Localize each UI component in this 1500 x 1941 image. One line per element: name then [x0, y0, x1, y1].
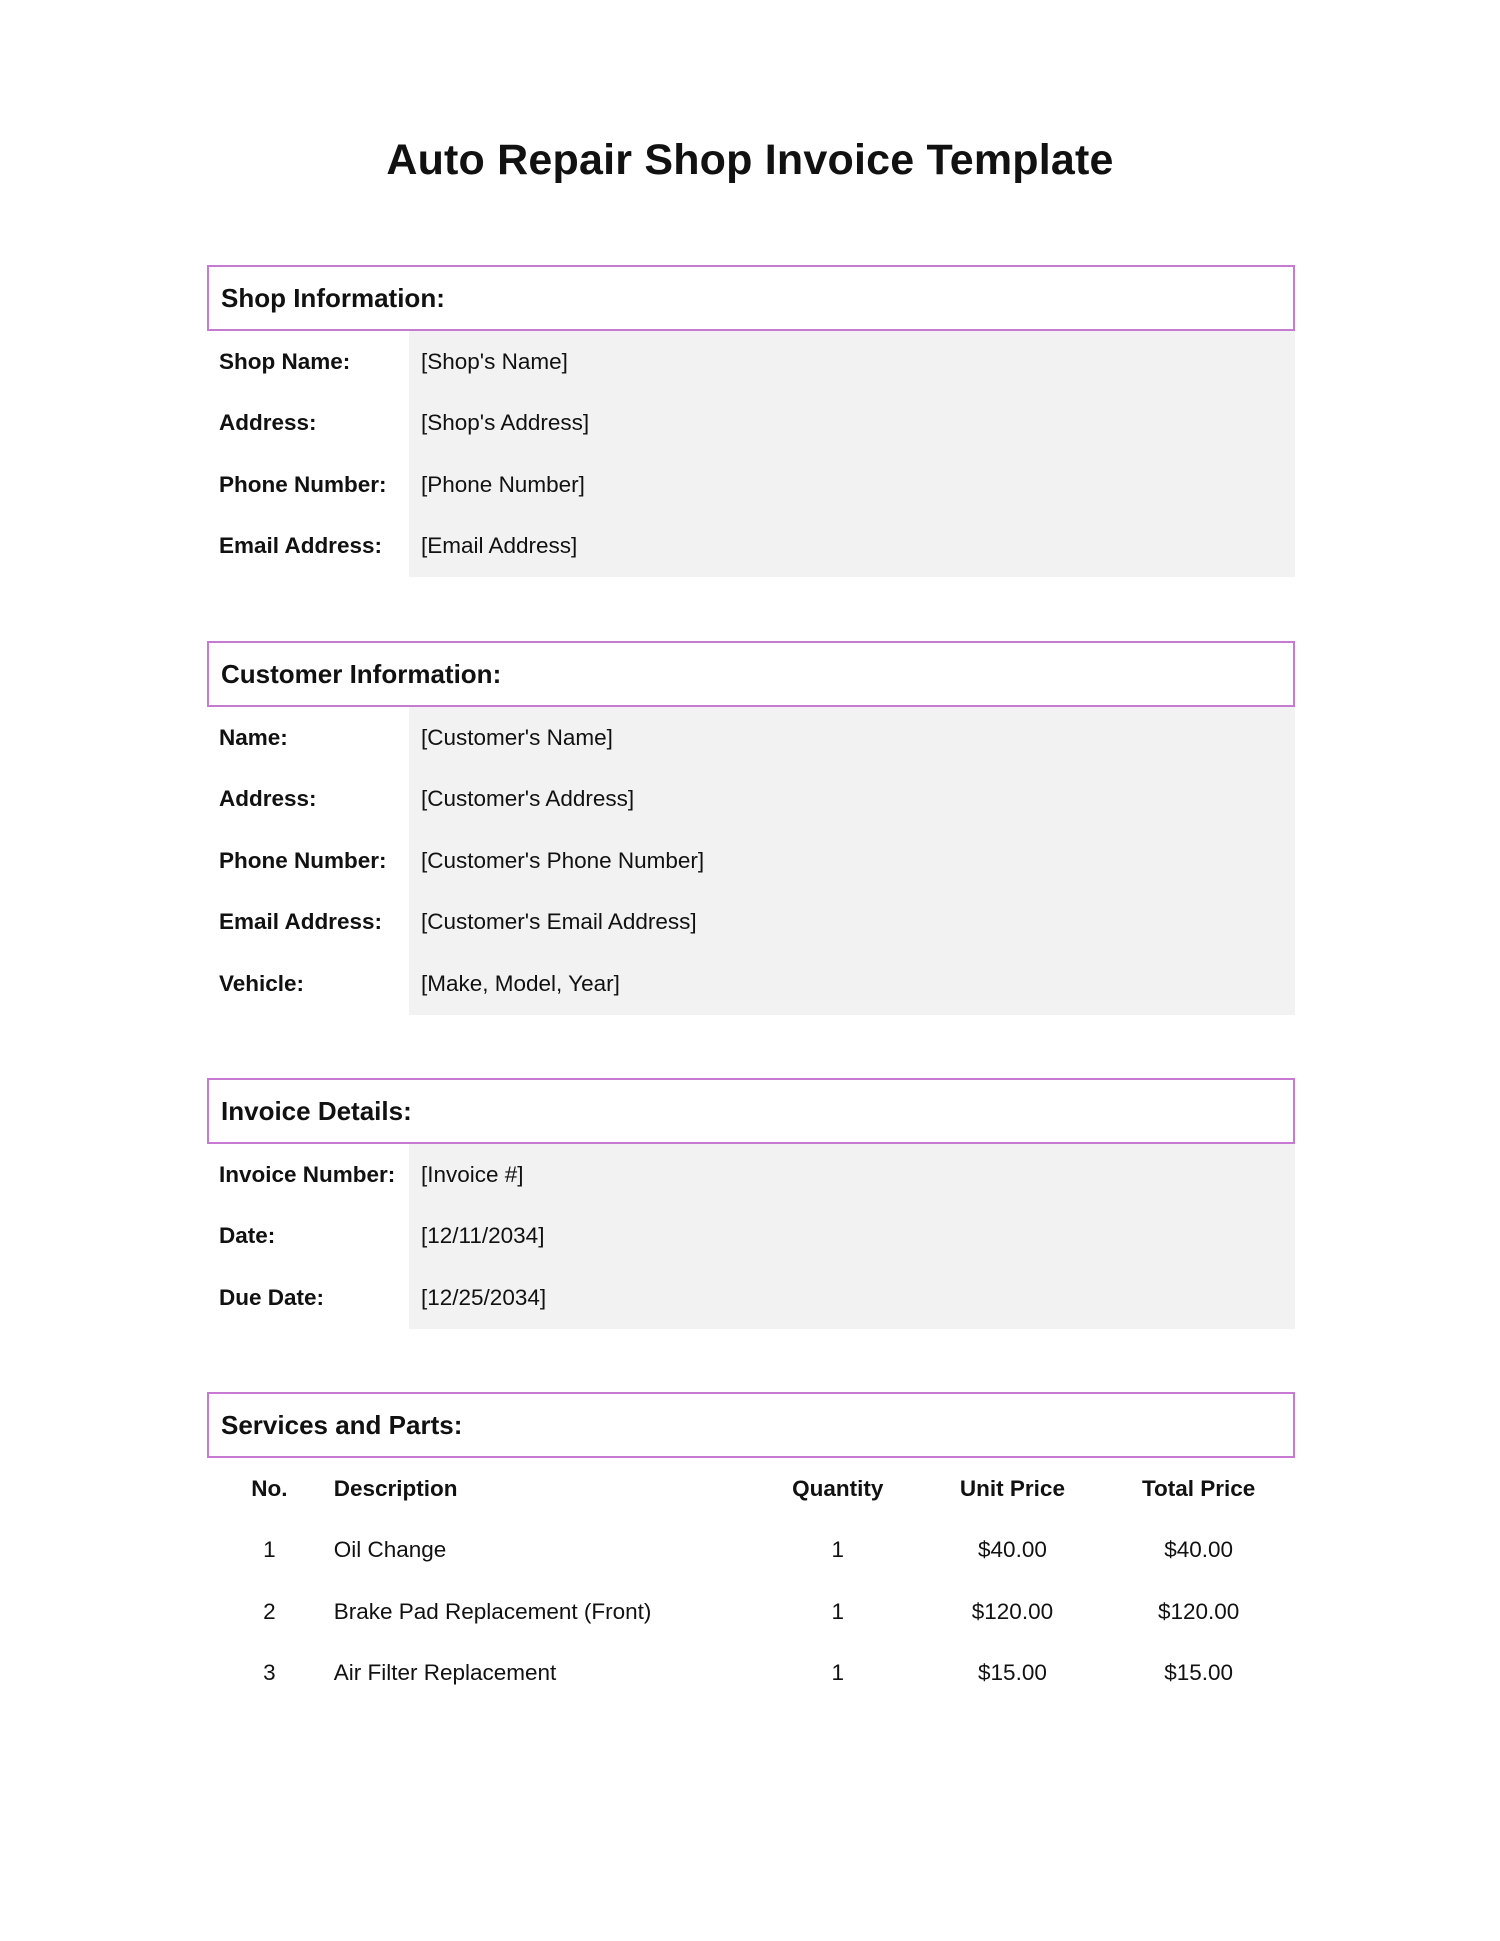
item-unit-price[interactable]: $40.00 — [978, 1537, 1047, 1563]
shop-address-value[interactable]: [Shop's Address] — [409, 393, 1295, 455]
field-label: Email Address: — [207, 892, 409, 954]
shop-email-value[interactable]: [Email Address] — [409, 516, 1295, 578]
item-no: 3 — [263, 1660, 276, 1686]
field-label: Date: — [207, 1206, 409, 1268]
customer-information-table — [207, 707, 1295, 1015]
item-total-price: $15.00 — [1164, 1660, 1234, 1686]
table-row — [207, 1267, 1295, 1329]
item-description[interactable]: Air Filter Replacement — [333, 1660, 557, 1686]
field-label: Phone Number: — [207, 830, 409, 892]
table-row — [207, 331, 1295, 393]
table-row — [207, 892, 1295, 954]
field-label: Address: — [207, 393, 409, 455]
table-row — [207, 1144, 1295, 1206]
item-unit-price[interactable]: $15.00 — [978, 1660, 1047, 1686]
field-label: Vehicle: — [207, 953, 409, 1015]
table-row — [207, 516, 1295, 578]
shop-information-section — [207, 265, 1295, 577]
invoice-details-table — [207, 1144, 1295, 1329]
table-header-row — [207, 1458, 1295, 1520]
field-label: Invoice Number: — [207, 1144, 409, 1206]
item-quantity[interactable]: 1 — [831, 1598, 844, 1624]
table-row — [207, 393, 1295, 455]
customer-email-value[interactable]: [Customer's Email Address] — [409, 892, 1295, 954]
table-row — [207, 1206, 1295, 1268]
customer-phone-value[interactable]: [Customer's Phone Number] — [409, 830, 1295, 892]
item-quantity[interactable]: 1 — [831, 1660, 844, 1686]
field-label: Address: — [207, 769, 409, 831]
page-title: Auto Repair Shop Invoice Template — [386, 136, 1114, 184]
invoice-date-value[interactable]: [12/11/2034] — [409, 1206, 1295, 1268]
services-table — [207, 1458, 1295, 1704]
customer-information-section — [207, 641, 1295, 1015]
field-label: Email Address: — [207, 516, 409, 578]
invoice-number-value[interactable]: [Invoice #] — [409, 1144, 1295, 1206]
services-parts-header: Services and Parts: — [207, 1392, 1295, 1458]
item-unit-price[interactable]: $120.00 — [971, 1598, 1054, 1624]
table-row — [207, 707, 1295, 769]
shop-information-table — [207, 331, 1295, 577]
field-label: Shop Name: — [207, 331, 409, 393]
customer-vehicle-value[interactable]: [Make, Model, Year] — [409, 953, 1295, 1015]
customer-name-value[interactable]: [Customer's Name] — [409, 707, 1295, 769]
services-parts-section — [207, 1392, 1295, 1704]
table-row — [207, 830, 1295, 892]
item-total-price: $40.00 — [1164, 1537, 1234, 1563]
table-row — [207, 454, 1295, 516]
invoice-due-date-value[interactable]: [12/25/2034] — [409, 1267, 1295, 1329]
item-description[interactable]: Brake Pad Replacement (Front) — [333, 1598, 652, 1624]
item-no: 2 — [263, 1598, 276, 1624]
invoice-details-section — [207, 1078, 1295, 1329]
shop-information-header: Shop Information: — [207, 265, 1295, 331]
customer-information-header: Customer Information: — [207, 641, 1295, 707]
table-row — [207, 1643, 1295, 1705]
field-label: Due Date: — [207, 1267, 409, 1329]
field-label: Name: — [207, 707, 409, 769]
invoice-details-header: Invoice Details: — [207, 1078, 1295, 1144]
item-total-price: $120.00 — [1157, 1598, 1240, 1624]
table-row — [207, 953, 1295, 1015]
shop-phone-value[interactable]: [Phone Number] — [409, 454, 1295, 516]
table-row — [207, 769, 1295, 831]
shop-name-value[interactable]: [Shop's Name] — [409, 331, 1295, 393]
customer-address-value[interactable]: [Customer's Address] — [409, 769, 1295, 831]
table-row — [207, 1581, 1295, 1643]
column-header-no: No. — [251, 1475, 288, 1501]
field-label: Phone Number: — [207, 454, 409, 516]
column-header-quantity: Quantity — [792, 1475, 884, 1501]
column-header-description: Description — [333, 1475, 458, 1501]
item-no: 1 — [263, 1537, 276, 1563]
table-row — [207, 1520, 1295, 1582]
item-description[interactable]: Oil Change — [333, 1537, 447, 1563]
column-header-total-price: Total Price — [1141, 1475, 1256, 1501]
item-quantity[interactable]: 1 — [831, 1537, 844, 1563]
column-header-unit-price: Unit Price — [959, 1475, 1065, 1501]
